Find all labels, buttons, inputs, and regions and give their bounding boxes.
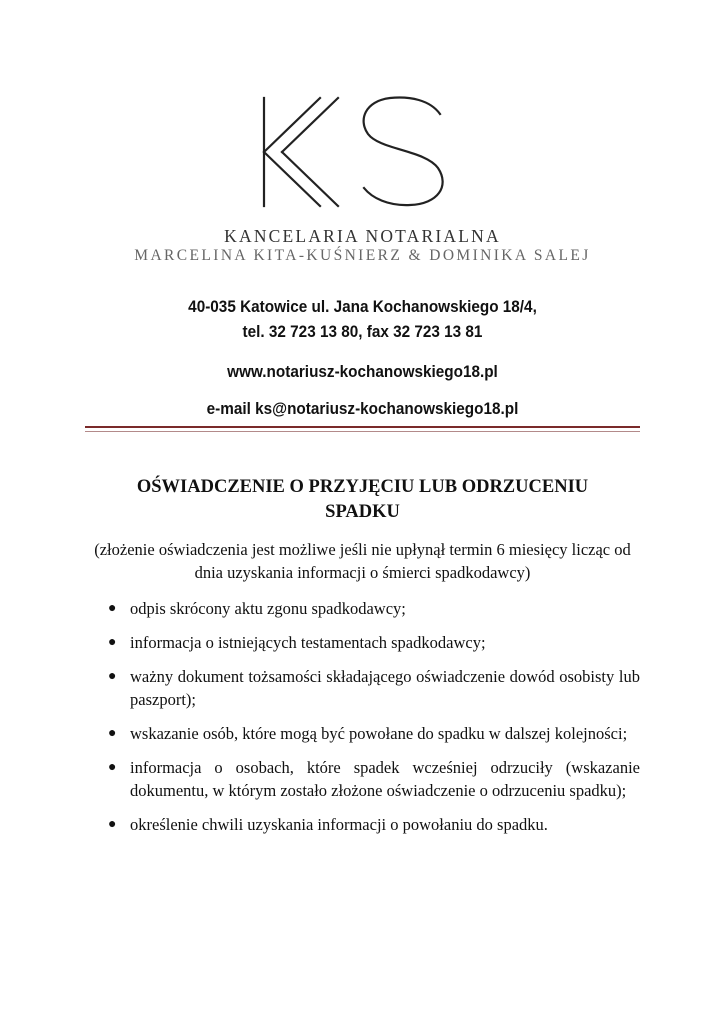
ks-monogram-logo <box>250 92 470 212</box>
list-item <box>100 631 640 654</box>
firm-name: KANCELARIA NOTARIALNA <box>224 226 501 246</box>
list-item <box>100 722 640 745</box>
list-item-text: wskazanie osób, które mogą być powołane do spadku w dalszej kolejności; <box>130 724 628 743</box>
bullet-icon: ● <box>108 635 117 650</box>
list-item-text: odpis skrócony aktu zgonu spadkodawcy; <box>130 599 406 618</box>
list-item <box>100 756 640 802</box>
contact-address: 40-035 Katowice ul. Jana Kochanowskiego 18/4, <box>188 297 537 316</box>
bullet-icon: ● <box>108 726 117 741</box>
list-item <box>100 665 640 711</box>
list-item-text: określenie chwili uzyskania informacji o powołaniu do spadku. <box>130 815 548 834</box>
bullet-icon: ● <box>108 817 117 832</box>
document-title-line-2: SPADKU <box>325 502 400 522</box>
list-item-text: ważny dokument tożsamości składającego oświadczenie dowód osobisty lub paszport); <box>130 667 640 709</box>
header-divider <box>85 426 640 428</box>
document-title <box>100 475 625 525</box>
document-note: (złożenie oświadczenia jest możliwe jeśli nie upłynął termin 6 miesięcy licząc od dnia uzyskania informacji o śmierci spadkodawcy) <box>94 540 631 582</box>
ks-logo-icon <box>250 92 470 212</box>
contact-email[interactable]: e-mail ks@notariusz-kochanowskiego18.pl <box>206 399 519 418</box>
contact-phone: tel. 32 723 13 80, fax 32 723 13 81 <box>242 322 483 341</box>
contact-website[interactable]: www.notariusz-kochanowskiego18.pl <box>227 362 498 381</box>
requirements-list <box>100 597 640 847</box>
list-item-text: informacja o osobach, które spadek wcześniej odrzuciły (wskazanie dokumentu, w którym zostało złożone oświadczenie o odrzuceniu spadku); <box>130 758 640 800</box>
list-item-text: informacja o istniejących testamentach spadkodawcy; <box>130 633 486 652</box>
bullet-icon: ● <box>108 601 117 616</box>
header-divider-thin <box>85 431 640 432</box>
firm-partners: MARCELINA KITA-KUŚNIERZ & DOMINIKA SALEJ <box>134 247 591 264</box>
document-title-line-1: OŚWIADCZENIE O PRZYJĘCIU LUB ODRZUCENIU <box>136 477 589 497</box>
list-item <box>100 597 640 620</box>
bullet-icon: ● <box>108 669 117 684</box>
bullet-icon: ● <box>108 760 117 775</box>
list-item <box>100 813 640 836</box>
